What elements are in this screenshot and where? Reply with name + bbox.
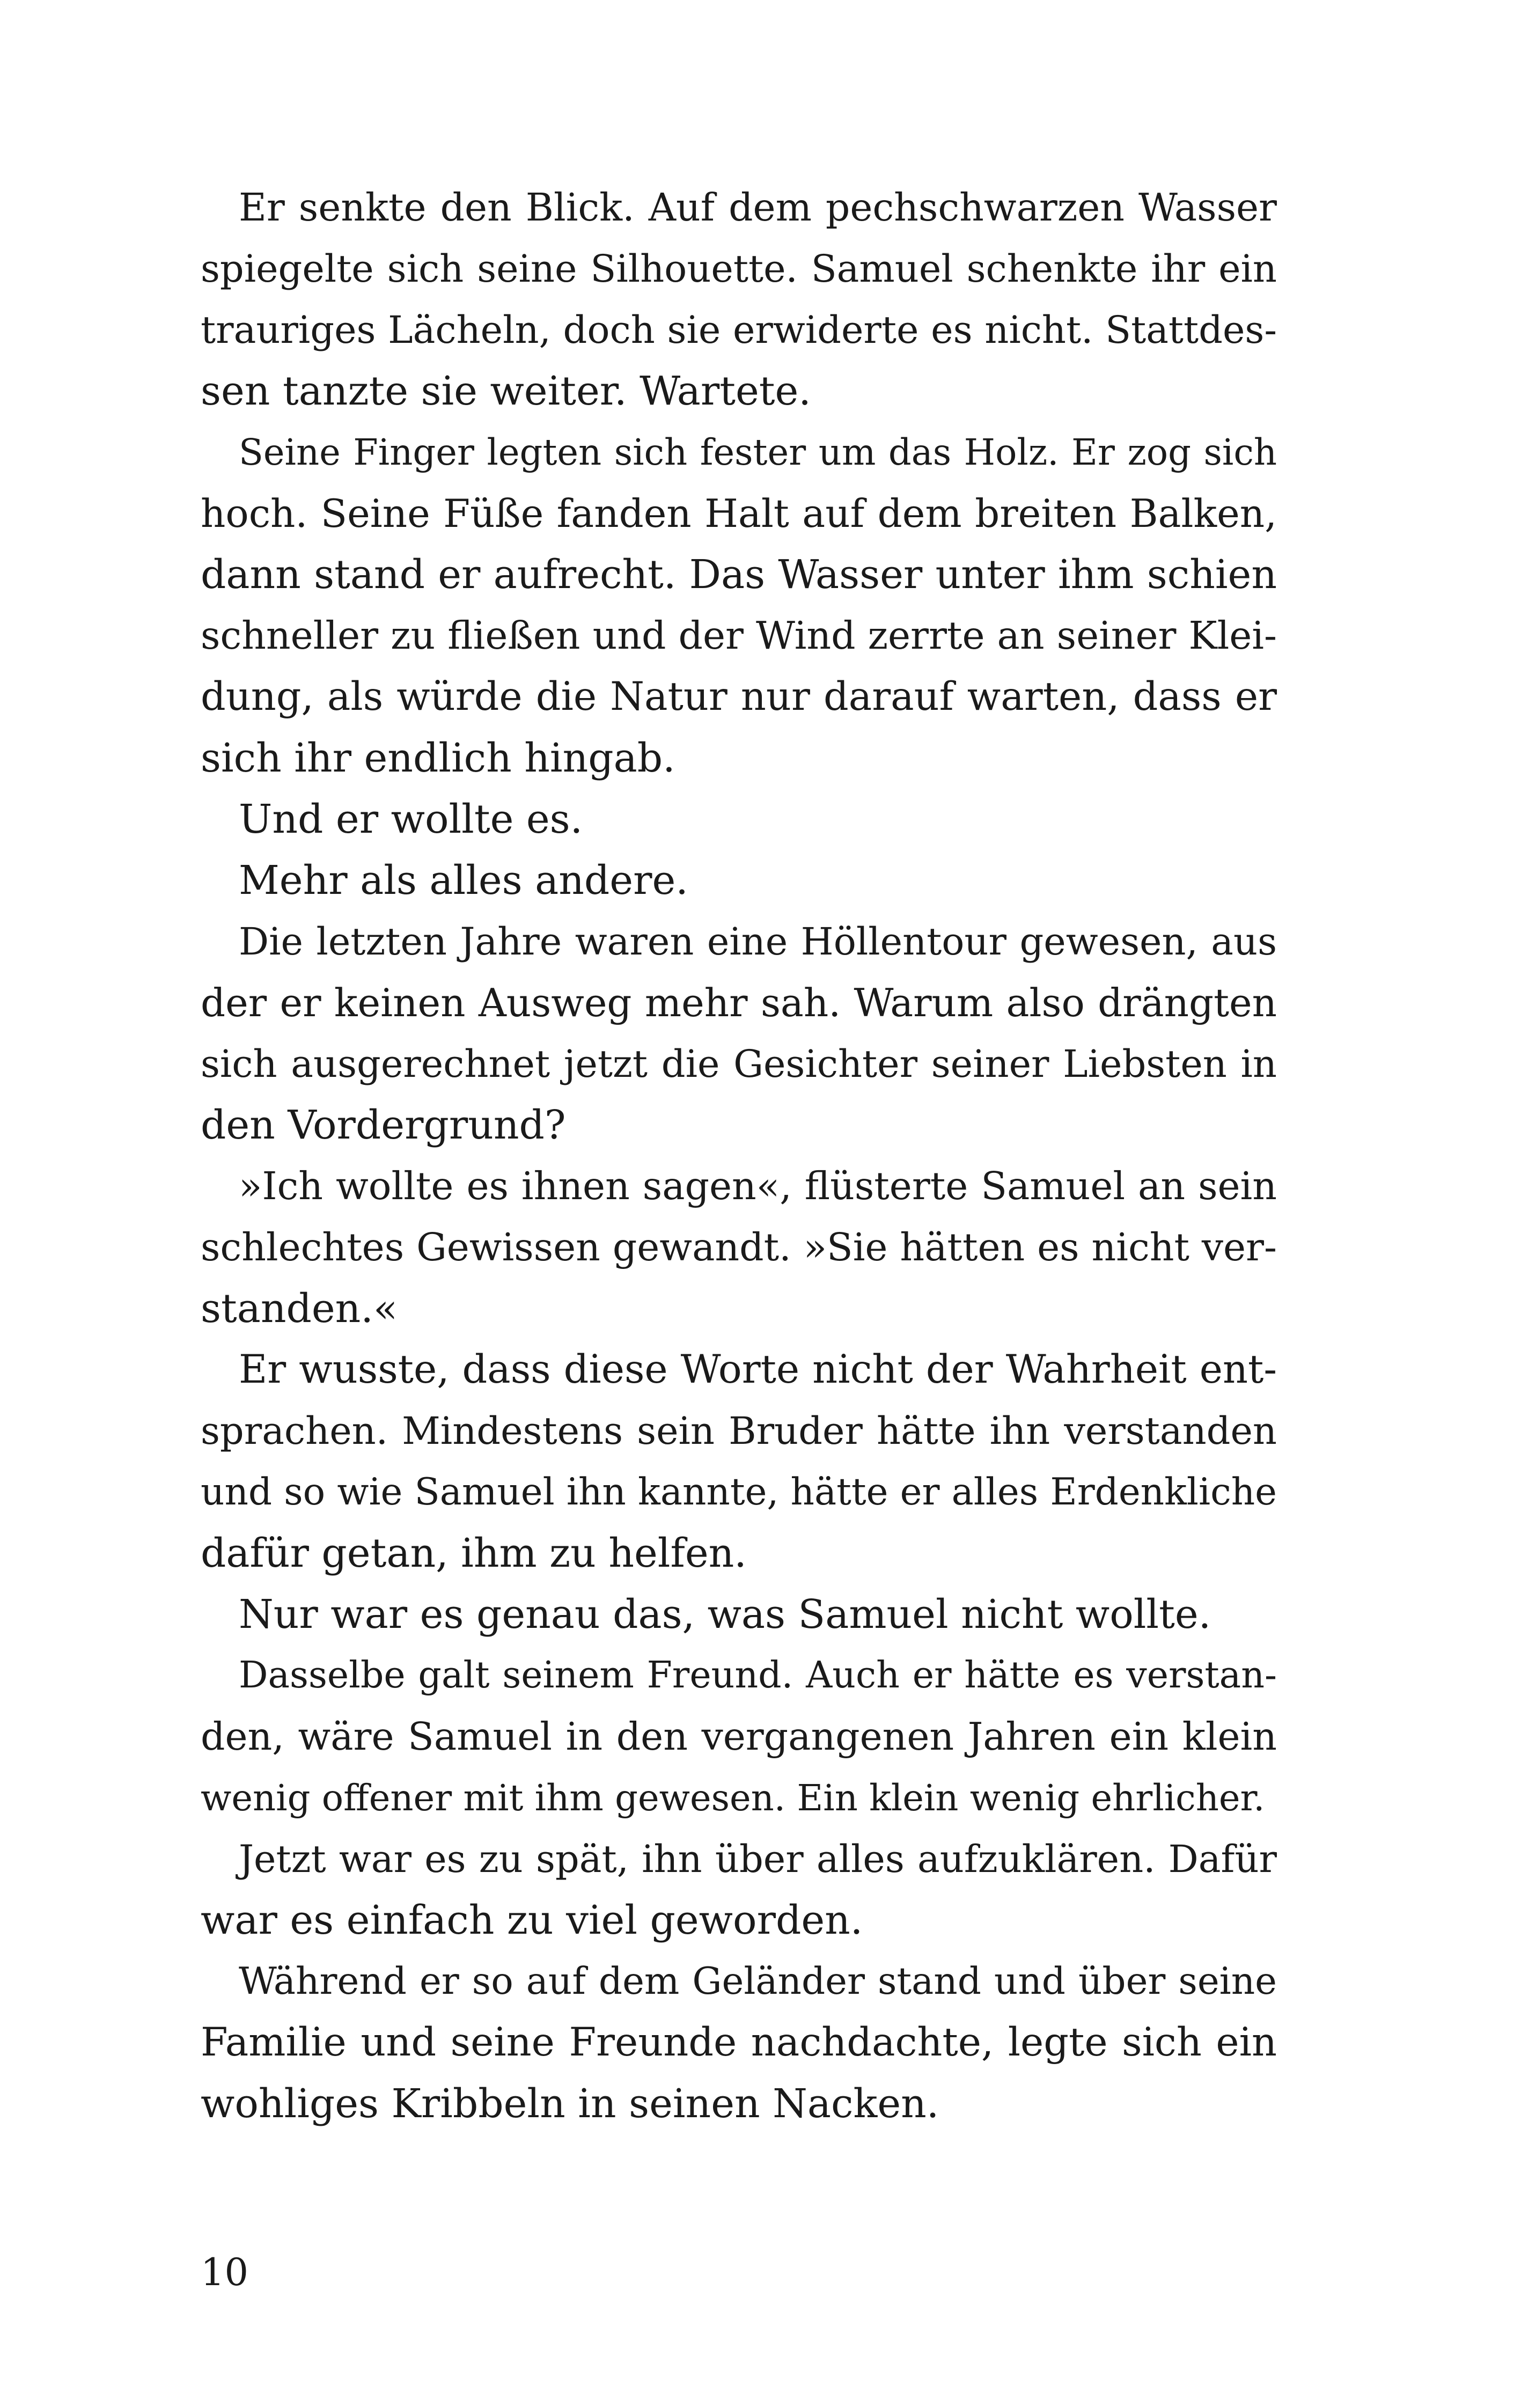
text-line: der er keinen Ausweg mehr sah. Warum also drängten xyxy=(201,980,1277,1025)
text-line: sprachen. Mindestens sein Bruder hätte ihn verstanden xyxy=(201,1409,1277,1453)
text-line: Und er wollte es. xyxy=(239,796,583,842)
text-line: Dasselbe galt seinem Freund. Auch er hätte es verstan- xyxy=(239,1654,1277,1697)
text-line: dung, als würde die Natur nur darauf warten, dass er xyxy=(201,674,1277,720)
text-line: Er senkte den Blick. Auf dem pechschwarzen Wasser xyxy=(239,185,1277,230)
text-line: Mehr als alles andere. xyxy=(239,857,688,904)
text-line: dann stand er aufrecht. Das Wasser unter ihm schien xyxy=(201,552,1277,598)
text-line: Während er so auf dem Geländer stand und über seine xyxy=(239,1960,1277,2003)
text-line: sich ihr endlich hingab. xyxy=(201,735,675,781)
text-line: »Ich wollte es ihnen sagen«, flüsterte Samuel an sein xyxy=(239,1164,1277,1208)
text-line: sen tanzte sie weiter. Wartete. xyxy=(201,368,811,414)
text-line: den, wäre Samuel in den vergangenen Jahren ein klein xyxy=(201,1714,1277,1759)
text-line: und so wie Samuel ihn kannte, hätte er alles Erdenkliche xyxy=(201,1471,1277,1514)
text-line: trauriges Lächeln, doch sie erwiderte es nicht. Stattdes- xyxy=(201,308,1277,352)
text-line: wenig offener mit ihm gewesen. Ein klein wenig ehrlicher. xyxy=(201,1777,1265,1819)
page-body-text xyxy=(201,177,1277,2134)
text-line: sich ausgerechnet jetzt die Gesichter seiner Liebsten in xyxy=(201,1042,1277,1086)
text-line: spiegelte sich seine Silhouette. Samuel schenkte ihr ein xyxy=(201,247,1277,291)
text-line: Nur war es genau das, was Samuel nicht wollte. xyxy=(239,1591,1211,1638)
text-line: schlechtes Gewissen gewandt. »Sie hätten es nicht ver- xyxy=(201,1225,1277,1269)
text-line: den Vordergrund? xyxy=(201,1102,566,1148)
text-line: war es einfach zu viel geworden. xyxy=(201,1897,863,1943)
text-line: Seine Finger legten sich fester um das Holz. Er zog sich xyxy=(239,431,1277,473)
text-line: standen.« xyxy=(201,1286,398,1332)
text-line: wohliges Kribbeln in seinen Nacken. xyxy=(201,2081,939,2127)
text-line: Er wusste, dass diese Worte nicht der Wahrheit ent- xyxy=(239,1347,1277,1392)
text-line: Familie und seine Freunde nachdachte, legte sich ein xyxy=(201,2020,1277,2065)
text-line: dafür getan, ihm zu helfen. xyxy=(201,1530,747,1576)
text-line: Jetzt war es zu spät, ihn über alles aufzuklären. Dafür xyxy=(239,1837,1277,1881)
page-number: 10 xyxy=(201,2250,249,2294)
text-line: hoch. Seine Füße fanden Halt auf dem breiten Balken, xyxy=(201,491,1277,536)
text-line: schneller zu fließen und der Wind zerrte an seiner Klei- xyxy=(201,613,1277,658)
text-line: Die letzten Jahre waren eine Höllentour gewesen, aus xyxy=(239,920,1277,964)
